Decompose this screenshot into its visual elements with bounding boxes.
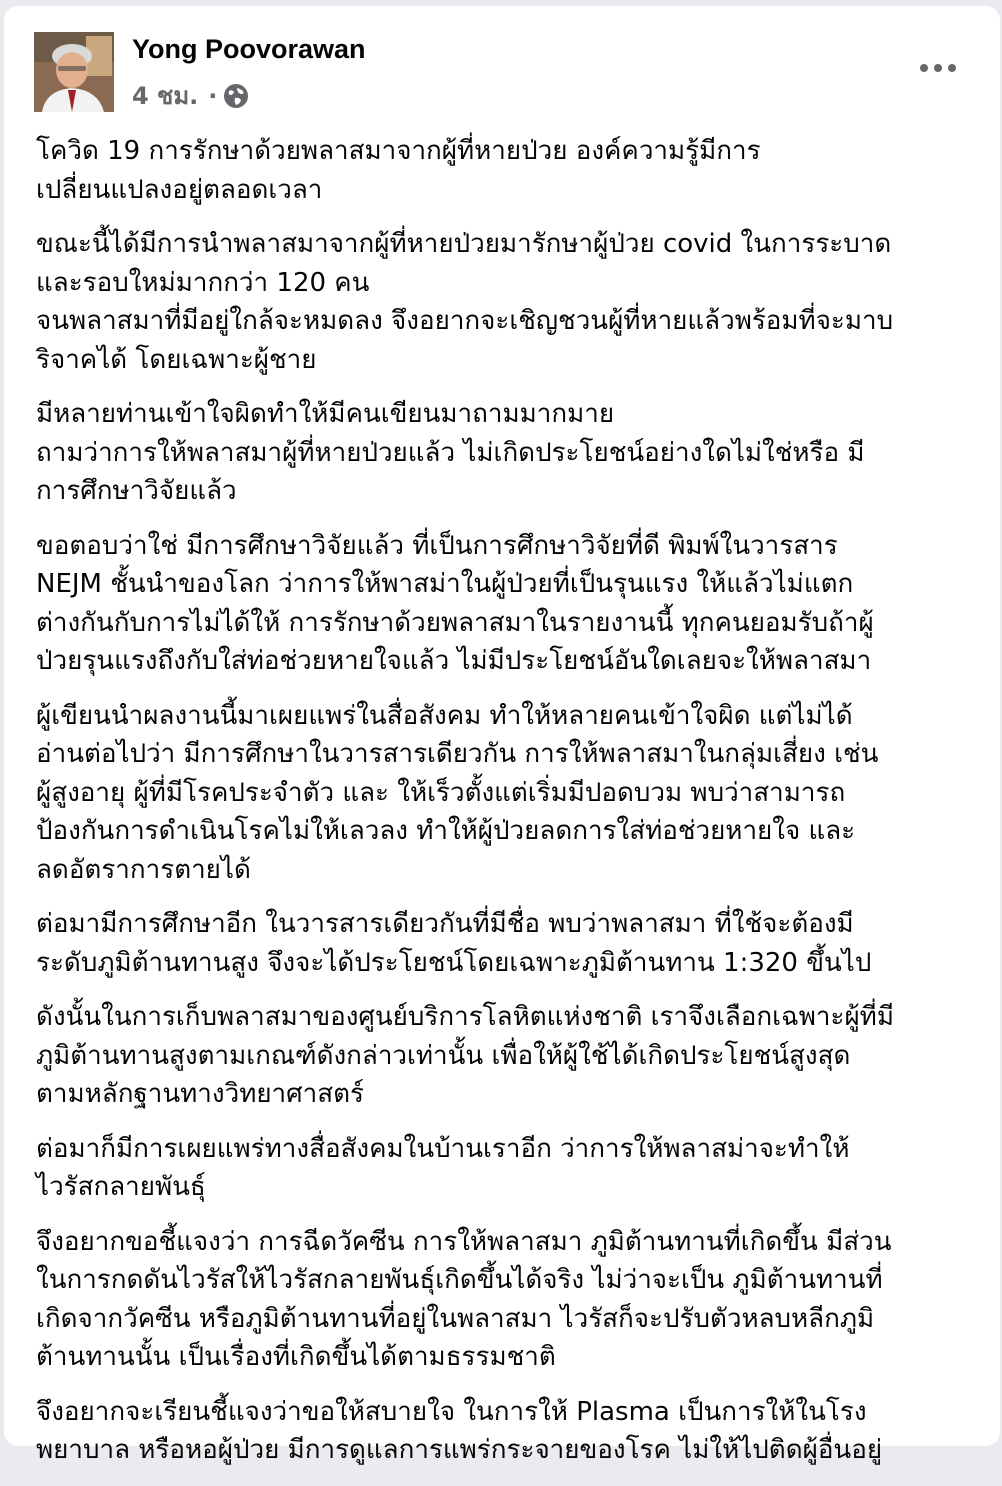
author-name[interactable]: Yong Poovorawan xyxy=(132,34,366,64)
post-paragraph: ต่อมาก็มีการเผยแพร่ทางสื่อสังคมในบ้านเราอีก ว่าการให้พลาสม่าจะทำให้ ไวรัสกลายพันธุ์ xyxy=(36,1133,850,1202)
post-paragraph: จึงอยากขอชี้แจงว่า การฉีดวัคซีน การให้พลาสมา ภูมิต้านทานที่เกิดขึ้น มีส่วน ในการกดดันไวรัสให้ไวรัสกลายพันธุ์เกิดขึ้นได้จริง ไม่ว่าจะเป็น ภูมิต้านทานที่ เกิดจากวัคซีน หรือภูมิต้านทานที่อยู่ในพลาสมา ไวรัสก็จะปรับตัวหลบหลีกภูมิ ต้านทานนั้น เป็นเรื่องที่เกิดขึ้นได้ตามธรรมชาติ xyxy=(36,1226,892,1372)
post-body xyxy=(36,132,980,1486)
post-time[interactable]: 4 ชม. xyxy=(132,82,199,110)
post-header xyxy=(4,6,1000,116)
post-paragraph: ผู้เขียนนำผลงานนี้มาเผยแพร่ในสื่อสังคม ทำให้หลายคนเข้าใจผิด แต่ไม่ได้ อ่านต่อไปว่า มีการศึกษาในวารสารเดียวกัน การให้พลาสมาในกลุ่มเสี่ยง เช่น ผู้สูงอายุ ผู้ที่มีโรคประจำตัว และ ให้เร็วตั้งแต่เริ่มมีปอดบวม พบว่าสามารถ ป้องกันการดำเนินโรคไม่ให้เลวลง ทำให้ผู้ป่วยลดการใส่ท่อช่วยหายใจ และ ลดอัตราการตายได้ xyxy=(36,700,879,885)
avatar-photo xyxy=(34,32,114,112)
globe-icon[interactable] xyxy=(223,83,249,109)
post-card xyxy=(4,6,1000,1465)
post-paragraph: โควิด 19 การรักษาด้วยพลาสมาจากผู้ที่หายป่วย องค์ความรู้มีการ เปลี่ยนแปลงอยู่ตลอดเวลา xyxy=(36,136,761,205)
more-options-icon[interactable] xyxy=(918,58,958,78)
post-paragraph: มีหลายท่านเข้าใจผิดทำให้มีคนเขียนมาถามมากมาย ถามว่าการให้พลาสมาผู้ที่หายป่วยแล้ว ไม่เกิดประโยชน์อย่างใดไม่ใช่หรือ มี การศึกษาวิจัยแล้ว xyxy=(36,399,865,506)
post-paragraph: ต่อมามีการศึกษาอีก ในวารสารเดียวกันที่มีชื่อ พบว่าพลาสมา ที่ใช้จะต้องมี ระดับภูมิต้านทานสูง จึงจะได้ประโยชน์โดยเฉพาะภูมิต้านทาน 1:320 ขึ้นไป xyxy=(36,909,872,978)
meta-separator: · xyxy=(208,81,218,110)
post-meta xyxy=(132,76,249,115)
post-paragraph: ดังนั้นในการเก็บพลาสมาของศูนย์บริการโลหิตแห่งชาติ เราจึงเลือกเฉพาะผู้ที่มี ภูมิต้านทานสูงตามเกณฑ์ดังกล่าวเท่านั้น เพื่อให้ผู้ใช้ได้เกิดประโยชน์สูงสุด ตามหลักฐานทางวิทยาศาสตร์ xyxy=(36,1002,894,1109)
post-paragraph: ขอตอบว่าใช่ มีการศึกษาวิจัยแล้ว ที่เป็นการศึกษาวิจัยที่ดี พิมพ์ในวารสาร NEJM ชั้นนำของโลก ว่าการให้พาสม่าในผู้ป่วยที่เป็นรุนแรง ให้แล้วไม่แตก ต่างกันกับการไม่ได้ให้ การรักษาด้วยพลาสมาในรายงานนี้ ทุกคนยอมรับถ้าผู้ ป่วยรุนแรงถึงกับใส่ท่อช่วยหายใจแล้ว ไม่มีประโยชน์อันใดเลยจะให้พลาสมา xyxy=(36,530,874,676)
post-paragraph: ขณะนี้ได้มีการนำพลาสมาจากผู้ที่หายป่วยมารักษาผู้ป่วย covid ในการระบาด และรอบใหม่มากกว่า 120 คน จนพลาสมาที่มีอยู่ใกล้จะหมดลง จึงอยากจะเชิญชวนผู้ที่หายแล้วพร้อมที่จะมาบ ริจาคได้ โดยเฉพาะผู้ชาย xyxy=(36,229,894,375)
avatar[interactable] xyxy=(34,32,114,112)
post-paragraph: จึงอยากจะเรียนชี้แจงว่าขอให้สบายใจ ในการให้ Plasma เป็นการให้ในโรง พยาบาล หรือหอผู้ป่วย มีการดูแลการแพร่กระจายของโรค ไม่ให้ไปติดผู้อื่นอยู่ xyxy=(36,1396,883,1465)
